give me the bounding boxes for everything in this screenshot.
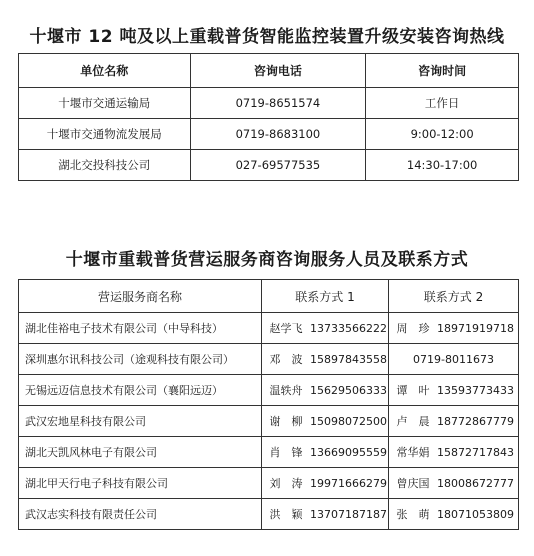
service-provider-table [18,279,519,530]
column-header-contact-1: 联系方式 1 [262,280,389,313]
contact-1-name: 洪 颖 [269,508,303,521]
table-row [19,150,519,181]
time-line-weekday: 工作日 [366,88,519,119]
contact-1 [262,406,389,437]
table-row [19,437,519,468]
table-row [19,468,519,499]
company-name: 湖北佳裕电子技术有限公司（中导科技） [19,313,262,344]
table-row [19,375,519,406]
hotline-title: 十堰市 12 吨及以上重载普货智能监控装置升级安装咨询热线 [29,27,505,47]
contact-2-phone: 0719-8011673 [413,352,494,366]
table-row [19,406,519,437]
contact-2-name: 张 萌 [396,508,430,521]
contact-2-name: 谭 叶 [396,384,430,397]
contact-1-phone: 15897843558 [310,353,387,366]
column-header-phone: 咨询电话 [190,54,366,88]
phone-number: 027-69577535 [190,150,366,181]
phone-number: 0719-8683100 [190,119,366,150]
contact-1-name: 刘 涛 [269,477,303,490]
company-name: 湖北天凯风林电子有限公司 [19,437,262,468]
table-header-row [19,280,519,313]
time-line-afternoon: 14:30-17:00 [366,150,519,181]
contact-2 [389,437,519,468]
contact-2-phone: 15872717843 [437,446,514,459]
contact-1-name: 邓 波 [269,353,303,366]
contact-1 [262,437,389,468]
contact-2 [389,375,519,406]
table-row [19,499,519,530]
company-name: 无锡远迈信息技术有限公司（襄阳远迈） [19,375,262,406]
table-row [19,313,519,344]
contact-1-name: 肖 锋 [269,446,303,459]
contact-1-phone: 15098072500 [310,415,387,428]
column-header-contact-2: 联系方式 2 [389,280,519,313]
table-header-row [19,54,519,88]
hotline-table [18,53,519,181]
contact-2 [389,406,519,437]
phone-number: 0719-8651574 [190,88,366,119]
contact-1-phone: 15629506333 [310,384,387,397]
contact-2 [389,499,519,530]
service-provider-title: 十堰市重载普货营运服务商咨询服务人员及联系方式 [65,250,469,270]
table-row [19,88,519,119]
unit-name: 湖北交投科技公司 [19,150,191,181]
contact-1-name: 赵学飞 [269,322,303,335]
unit-name: 十堰市交通运输局 [19,88,191,119]
contact-1 [262,313,389,344]
unit-name: 十堰市交通物流发展局 [19,119,191,150]
contact-1-phone: 19971666279 [310,477,387,490]
contact-1-name: 谢 柳 [269,415,303,428]
contact-2-phone: 13593773433 [437,384,514,397]
contact-2 [389,344,519,375]
contact-2-phone: 18772867779 [437,415,514,428]
contact-2-name: 卢 晨 [396,415,430,428]
column-header-unit: 单位名称 [19,54,191,88]
contact-1-phone: 13669095559 [310,446,387,459]
table-row [19,344,519,375]
company-name: 湖北甲天行电子科技有限公司 [19,468,262,499]
company-name: 深圳惠尔讯科技公司（途观科技有限公司） [19,344,262,375]
contact-1 [262,375,389,406]
time-line-morning: 9:00-12:00 [366,119,519,150]
contact-1-name: 温轶舟 [269,384,303,397]
column-header-time: 咨询时间 [366,54,519,88]
contact-1 [262,499,389,530]
company-name: 武汉志实科技有限责任公司 [19,499,262,530]
contact-2 [389,313,519,344]
contact-2-name: 周 珍 [396,322,430,335]
column-header-company: 营运服务商名称 [19,280,262,313]
contact-2-name: 常华娟 [396,446,430,459]
company-name: 武汉宏地星科技有限公司 [19,406,262,437]
contact-2 [389,468,519,499]
contact-1 [262,344,389,375]
contact-2-phone: 18971919718 [437,322,514,335]
contact-2-name: 曾庆国 [396,477,430,490]
contact-1 [262,468,389,499]
contact-1-phone: 13733566222 [310,322,387,335]
contact-2-phone: 18071053809 [437,508,514,521]
contact-2-phone: 18008672777 [437,477,514,490]
contact-1-phone: 13707187187 [310,508,387,521]
table-row [19,119,519,150]
